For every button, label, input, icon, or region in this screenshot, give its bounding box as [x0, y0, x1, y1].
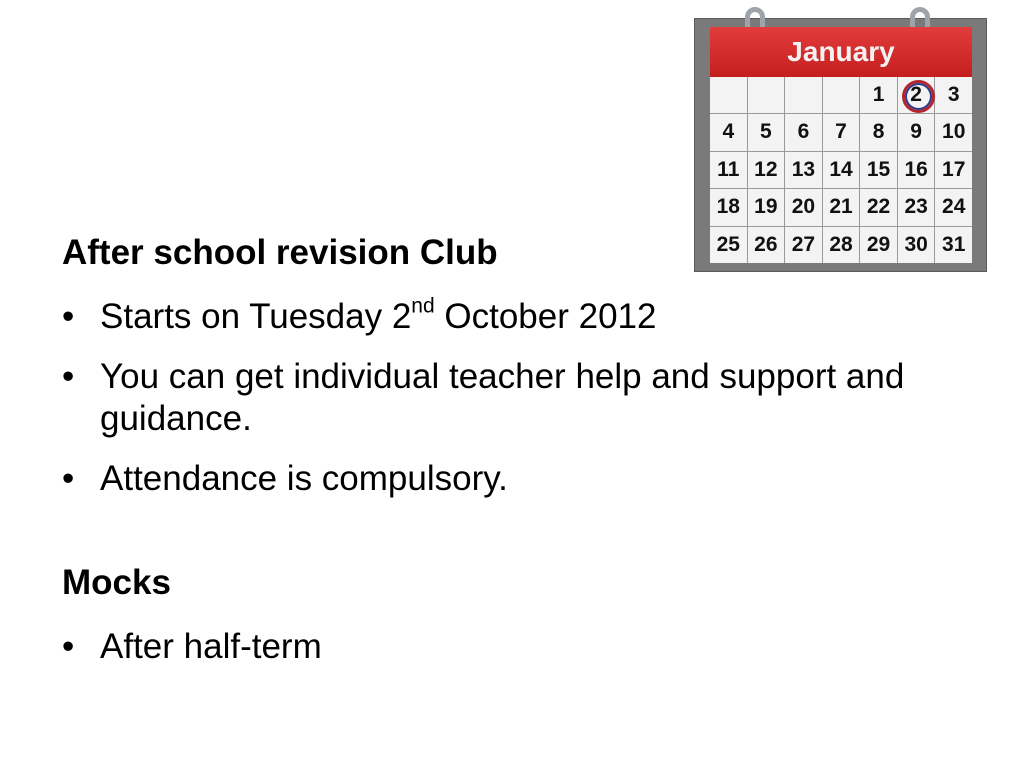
calendar-day-cell: 7	[823, 114, 860, 150]
calendar-month: January	[710, 27, 972, 77]
calendar-day-cell: 30	[898, 227, 935, 263]
calendar-day-cell: 24	[935, 189, 972, 225]
ordinal-suffix: nd	[411, 294, 435, 318]
calendar-day-cell: 28	[823, 227, 860, 263]
calendar-day-cell: 31	[935, 227, 972, 263]
calendar-day-cell	[823, 77, 860, 113]
attendance-text: Attendance is compulsory.	[100, 459, 508, 498]
list-item	[62, 626, 922, 668]
mocks-list	[62, 626, 922, 668]
calendar-day-cell: 17	[935, 152, 972, 188]
calendar-day-cell: 22	[860, 189, 897, 225]
calendar-day-cell: 1	[860, 77, 897, 113]
list-item	[62, 458, 922, 500]
calendar-day-cell: 16	[898, 152, 935, 188]
bullet-icon: •	[62, 297, 75, 336]
calendar-day-cell: 3	[935, 77, 972, 113]
calendar-day-cell: 10	[935, 114, 972, 150]
help-text: You can get individual teacher help and support and guidance.	[100, 357, 905, 438]
calendar-day-cell: 6	[785, 114, 822, 150]
calendar-day-cell: 21	[823, 189, 860, 225]
calendar-day-cell: 18	[710, 189, 747, 225]
calendar-day-cell: 29	[860, 227, 897, 263]
calendar-day-cell: 13	[785, 152, 822, 188]
start-date-text: Starts on Tuesday 2	[100, 297, 412, 336]
calendar-day-cell: 9	[898, 114, 935, 150]
calendar-day-cell: 19	[748, 189, 785, 225]
calendar-day-cell: 25	[710, 227, 747, 263]
mocks-timing-text: After half-term	[100, 627, 322, 666]
calendar-day-cell: 14	[823, 152, 860, 188]
calendar-day-highlighted: 2	[898, 77, 935, 113]
calendar-day-cell	[785, 77, 822, 113]
mocks-heading: Mocks	[62, 563, 171, 602]
calendar-day-cell: 27	[785, 227, 822, 263]
calendar-day-cell: 5	[748, 114, 785, 150]
slide-body	[62, 232, 922, 686]
calendar-day-cell: 15	[860, 152, 897, 188]
calendar-day-cell: 12	[748, 152, 785, 188]
start-date-rest: October 2012	[434, 297, 657, 336]
revision-club-heading: After school revision Club	[62, 233, 498, 272]
list-item	[62, 296, 922, 338]
calendar-day-cell: 20	[785, 189, 822, 225]
calendar-day-cell: 8	[860, 114, 897, 150]
calendar-day-cell: 26	[748, 227, 785, 263]
bullet-icon: •	[62, 459, 75, 498]
list-item	[62, 356, 922, 440]
bullet-icon: •	[62, 357, 75, 396]
bullet-icon: •	[62, 627, 75, 666]
calendar-day-cell	[748, 77, 785, 113]
calendar-day-cell: 11	[710, 152, 747, 188]
revision-club-list	[62, 296, 922, 500]
calendar-day-cell: 23	[898, 189, 935, 225]
calendar-day-cell	[710, 77, 747, 113]
calendar-day-cell: 4	[710, 114, 747, 150]
